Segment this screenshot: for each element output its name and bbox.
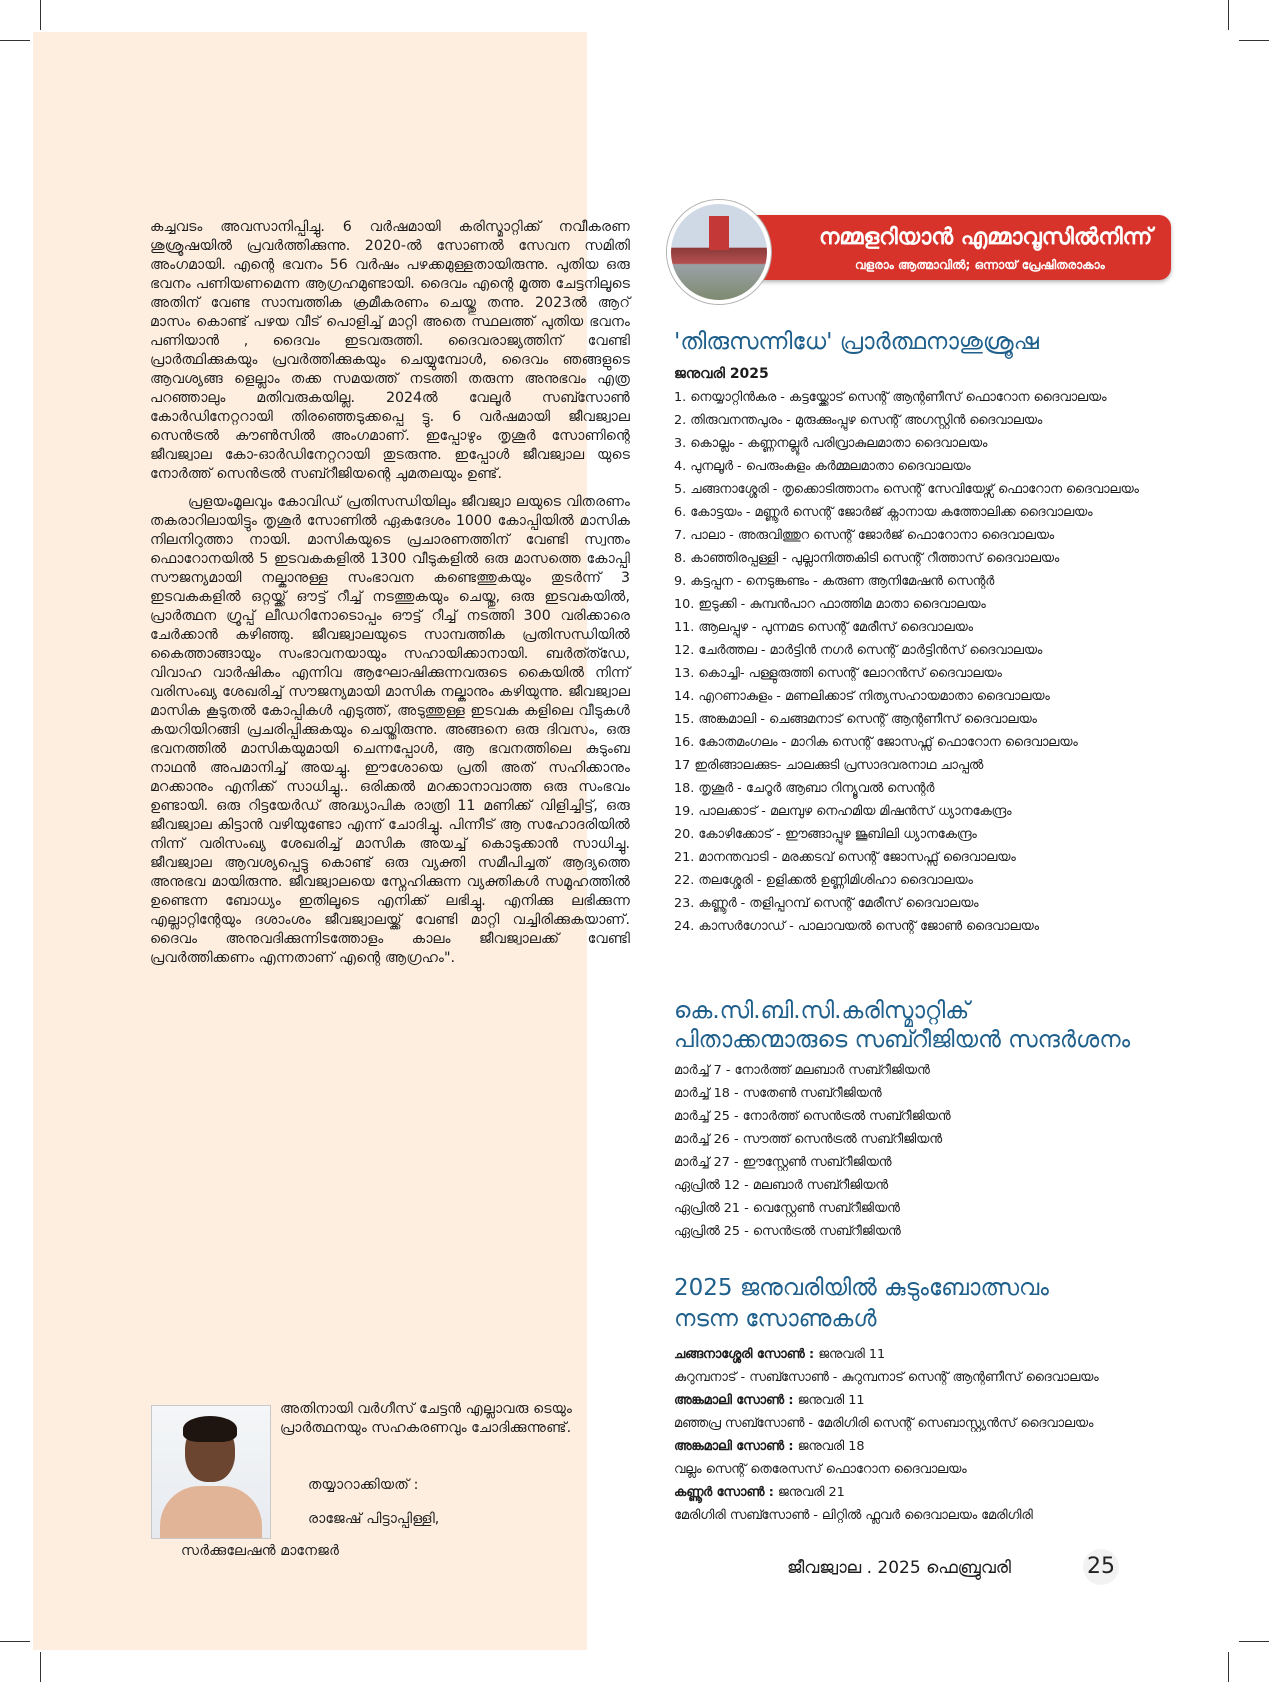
section-title: 'തിരുസന്നിധേ' പ്രാർത്ഥനാശുശ്രൂഷ: [674, 329, 1039, 355]
list-item: 5. ചങ്ങനാശ്ശേരി - തൃക്കൊടിത്താനം സെന്റ് സേവിയേഴ്സ് ഫൊറോന ദൈവാലയം: [674, 482, 1139, 497]
list-item: 19. പാലക്കാട് - മലമ്പുഴ നെഹമിയ മിഷൻസ് ധ്യാനകേന്ദ്രം: [674, 804, 1012, 819]
column-header-badge: [657, 213, 1171, 283]
banner-title: നമ്മളറിയാൻ എമ്മാവൂസിൽനിന്ന്: [819, 225, 1153, 250]
visit-schedule-list: [674, 1059, 1174, 1243]
zone-heading: [674, 1389, 1174, 1412]
zone-name: അങ്കമാലി സോൺ :: [674, 1393, 794, 1408]
portrait-photo: [151, 1405, 271, 1539]
list-item: ഏപ്രിൽ 25 - സെൻട്രൽ സബ്റീജിയൻ: [674, 1224, 901, 1239]
list-item: 7. പാലാ - അരുവിത്തുറ സെന്റ് ജോർജ് ഫൊറോനാ ദൈവാലയം: [674, 528, 1055, 543]
list-item: മാർച്ച് 26 - സൗത്ത് സെൻട്രൽ സബ്റീജിയൻ: [674, 1132, 942, 1147]
zone-date: ജനുവരി 21: [773, 1485, 845, 1500]
list-item: മാർച്ച് 27 - ഈസ്റ്റേൺ സബ്റീജിയൻ: [674, 1155, 892, 1170]
building-photo: [667, 200, 771, 304]
article-paragraph: പ്രളയംമൂലവും കോവിഡ് പ്രതിസന്ധിയിലും ജീവജ്വാ ലയുടെ വിതരണം തകരാറിലായിട്ടും തൃശൂർ സോണിൽ ഏകദേശം 1000 കോപ്പിയിൽ മാസിക നിലനിറുത്താ നായി. മാസികയുടെ പ്രചാരണത്തിന് വേണ്ടി സ്വന്തം ഫൊറോനയിൽ 5 ഇടവകകളിൽ 1300 വീടുകളിൽ ഒരു മാസത്തെ കോപ്പി സൗജന്യമായി നല്കാനുള്ള സംഭാവന കണ്ടെത്തുകയും തുടർന്ന് 3 ഇടവകകളിൽ ഒറ്റയ്ക്ക് ഔട്ട് റീച്ച് നടത്തുകയും ചെയ്തു, ഒരു ഇടവകയിൽ, പ്രാർത്ഥന ഗ്രൂപ്പ് ലീഡറിനോടൊപ്പം ഔട്ട് റീച്ച് നടത്തി 300 വരിക്കാരെ ചേർക്കാൻ കഴിഞ്ഞു. ജീവജ്വാലയുടെ സാമ്പത്തിക പ്രതിസന്ധിയിൽ കൈത്താങ്ങായും സംഭാവനയായും സഹായിക്കാനായി. ബർത്ത്ഡേ, വിവാഹ വാർഷികം എന്നിവ ആഘോഷിക്കുന്നവരുടെ കൈയിൽ നിന്ന് വരിസംഖ്യ ശേഖരിച്ച് സൗജന്യമായി മാസിക നല്കാനും കഴിയുന്നു. ജീവജ്വാല മാസിക കൂടുതൽ കോപ്പികൾ എടുത്ത്, അടുത്തുള്ള ഇടവക കളിലെ വീടുകൾ കയറിയിറങ്ങി പ്രചരിപ്പിക്കുകയും ചെയ്തിരുന്നു. അങ്ങനെ ഒരു ദിവസം, ഒരു ഭവനത്തിൽ മാസികയുമായി ചെന്നപ്പോൾ, ആ ഭവനത്തിലെ കുടുംബ നാഥൻ അപമാനിച്ച് അയച്ചു. ഈശോയെ പ്രതി അത് സഹിക്കാനും മറക്കാനും എനിക്ക് സാധിച്ചു.. ഒരിക്കൽ മറക്കാനാവാത്ത ഒരു സംഭവം ഉണ്ടായി. ഒരു റിട്ടയേർഡ് അദ്ധ്യാപിക രാത്രി 11 മണിക്ക് വിളിച്ചിട്ട്, ഒരു ജീവജ്വാല കിട്ടാൻ വഴിയുണ്ടോ എന്ന് ചോദിച്ചു. പിന്നീട് ആ സഹോദരിയിൽ നിന്ന് വരിസംഖ്യ ശേഖരിച്ച് മാസിക അയച്ച് കൊടുക്കാൻ സാധിച്ചു. ജീവജ്വാല ആവശ്യപ്പെട്ടു കൊണ്ട് ഒരു വ്യക്തി സമീപിച്ചത് ആദ്യത്തെ അനുഭവ മായിരുന്നു. ജീവജ്വാലയെ സ്നേഹിക്കുന്ന വ്യക്തികൾ സമൂഹത്തിൽ ഉണ്ടെന്ന ബോധ്യം ഇതിലൂടെ എനിക്ക് ലഭിച്ചു. എനിക്കു ലഭിക്കുന്ന എല്ലാറ്റിന്റേയും ദശാംശം ജീവജ്വാലയ്ക്ക് വേണ്ടി മാറ്റി വച്ചിരിക്കുകയാണ്. ദൈവം അനുവദിക്കുന്നിടത്തോളം കാലം ജീവജ്വാലക്ക് വേണ്ടി പ്രവർത്തിക്കണം എന്നതാണ് എന്റെ ആഗ്രഹം".: [150, 494, 630, 966]
zone-name: ചങ്ങനാശ്ശേരി സോൺ :: [674, 1347, 815, 1362]
zone-heading: [674, 1481, 1174, 1504]
list-item: 9. കട്ടപ്പന - നെടുങ്കണ്ടം - കരുണ ആനിമേഷൻ സെന്റർ: [674, 574, 995, 589]
list-item: 4. പുനലൂർ - പെരുംകുളം കർമ്മലമാതാ ദൈവാലയം: [674, 459, 971, 474]
zone-detail: മേരിഗിരി സബ്സോൺ - ലിറ്റിൽ ഫ്ലവർ ദൈവാലയം മേരിഗിരി: [674, 1508, 1033, 1523]
article-paragraph: അതിനായി വർഗീസ് ചേട്ടൻ എല്ലാവരു ടെയും പ്രാർത്ഥനയും സഹകരണവും ചോദിക്കുന്നുണ്ട്.: [280, 1401, 572, 1436]
article-body: [150, 218, 630, 977]
crop-mark: [1239, 40, 1269, 41]
list-item: 6. കോട്ടയം - മണ്ണൂർ സെന്റ് ജോർജ് ക്നാനായ കത്തോലിക്ക ദൈവാലയം: [674, 505, 1093, 520]
festival-zone-list: [674, 1343, 1174, 1527]
list-item: 2. തിരുവനന്തപുരം - മുരുക്കുംപ്പുഴ സെന്റ് അഗസ്റ്റിൻ ദൈവാലയം: [674, 413, 1043, 428]
prayer-schedule-list: [674, 386, 1174, 938]
list-item: 17 ഇരിങ്ങാലക്കുട- ചാലക്കുടി പ്രസാദവരനാഥ ചാപ്പൽ: [674, 758, 984, 773]
zone-detail: വല്ലം സെന്റ് തെരേസസ് ഫൊറോന ദൈവാലയം: [674, 1462, 967, 1477]
crop-mark: [0, 1641, 30, 1642]
prepared-by-label: തയ്യാറാക്കിയത് :: [308, 1477, 419, 1493]
list-item: 16. കോതമംഗലം - മാറിക സെന്റ് ജോസഫ്സ് ഫൊറോന ദൈവാലയം: [674, 735, 1078, 750]
zone-detail: കുറുമ്പനാട് - സബ്സോൺ - കുറുമ്പനാട് സെന്റ് ആന്റണീസ് ദൈവാലയം: [674, 1370, 1099, 1385]
list-item: 14. എറണാകുളം - മണലിക്കാട് നിത്യസഹായമാതാ ദൈവാലയം: [674, 689, 1050, 704]
author-role: സർക്കുലേഷൻ മാനേജർ: [181, 1543, 340, 1559]
month-heading: ജനുവരി 2025: [674, 366, 769, 382]
zone-date: ജനുവരി 11: [814, 1347, 886, 1362]
list-item: 20. കോഴിക്കോട് - ഈങ്ങാപ്പുഴ ജൂബിലി ധ്യാനകേന്ദ്രം: [674, 827, 977, 842]
crop-mark: [1239, 1641, 1269, 1642]
crop-mark: [0, 40, 30, 41]
list-item: 10. ഇടുക്കി - കുമ്പൻപാറ ഫാത്തിമ മാതാ ദൈവാലയം: [674, 597, 986, 612]
list-item: 23. കണ്ണൂർ - തളിപ്പറമ്പ് സെന്റ് മേരീസ് ദൈവാലയം: [674, 896, 979, 911]
zone-date: ജനുവരി 18: [793, 1439, 865, 1454]
zone-heading: [674, 1435, 1174, 1458]
list-item: 3. കൊല്ലം - കണ്ണനല്ലൂർ പരിവ്രാകുലമാതാ ദൈവാലയം: [674, 436, 988, 451]
section-title: കെ.സി.ബി.സി.കരിസ്മാറ്റിക്: [674, 998, 970, 1024]
banner-subtitle: വളരാം ആത്മാവിൽ; ഒന്നായ് പ്രേഷിതരാകാം: [855, 258, 1105, 272]
list-item: 21. മാനന്തവാടി - മരക്കടവ് സെന്റ് ജോസഫ്സ് ദൈവാലയം: [674, 850, 1016, 865]
crop-mark: [1228, 1652, 1229, 1682]
list-item: ഏപ്രിൽ 21 - വെസ്റ്റേൺ സബ്റീജിയൻ: [674, 1201, 900, 1216]
crop-mark: [1228, 0, 1229, 30]
list-item: 8. കാഞ്ഞിരപ്പള്ളി - പുല്ലാനിത്തകിടി സെന്റ് റീത്താസ് ദൈവാലയം: [674, 551, 1060, 566]
section-title: നടന്ന സോണുകൾ: [674, 1306, 877, 1332]
list-item: 18. തൃശൂർ - ചേറൂർ ആബാ റിന്യൂവൽ സെന്റർ: [674, 781, 935, 796]
zone-name: കണ്ണൂർ സോൺ :: [674, 1485, 774, 1500]
zone-detail: മഞ്ഞപ്ര സബ്സോൺ - മേരിഗിരി സെന്റ് സെബാസ്റ്റ്യൻസ് ദൈവാലയം: [674, 1416, 1094, 1431]
list-item: 15. അങ്കമാലി - ചെങ്ങമനാട് സെന്റ് ആന്റണീസ് ദൈവാലയം: [674, 712, 1037, 727]
section-title: 2025 ജനുവരിയിൽ കുടുംബോത്സവം: [674, 1275, 1049, 1301]
footer-text: ജീവജ്വാല . 2025 ഫെബ്രുവരി: [787, 1558, 1011, 1578]
list-item: മാർച്ച് 18 - സതേൺ സബ്റീജിയൻ: [674, 1086, 882, 1101]
crop-mark: [40, 1652, 41, 1682]
list-item: 13. കൊച്ചി- പള്ളുരുത്തി സെന്റ് ലോറൻസ് ദൈവാലയം: [674, 666, 1002, 681]
zone-name: അങ്കമാലി സോൺ :: [674, 1439, 794, 1454]
author-name: രാജേഷ് പിട്ടാപ്പിള്ളി,: [308, 1511, 440, 1527]
article-paragraph: കച്ചവടം അവസാനിപ്പിച്ചു. 6 വർഷമായി കരിസ്മാറ്റിക്ക് നവീകരണ ശുശ്രൂഷയിൽ പ്രവർത്തിക്കുന്നു. 2020-ൽ സോണൽ സേവന സമിതി അംഗമായി. എന്റെ ഭവനം 56 വർഷം പഴക്കമുള്ളതായിരുന്നു. പുതിയ ഒരു ഭവനം പണിയണമെന്ന ആഗ്രഹമുണ്ടായി. ദൈവം എന്റെ മൂത്ത ചേട്ടനിലൂടെ അതിന് വേണ്ട സാമ്പത്തിക ക്രമീകരണം ചെയ്തു തന്നു. 2023ൽ ആറ് മാസം കൊണ്ട് പഴയ വീട് പൊളിച്ച് മാറ്റി അതെ സ്ഥലത്ത് പുതിയ ഭവനം പണിയാൻ , ദൈവം ഇടവരുത്തി. ദൈവരാജ്യത്തിന് വേണ്ടി പ്രാർത്ഥിക്കുകയും പ്രവർത്തിക്കുകയും ചെയ്യുമ്പോൾ, ദൈവം ഞങ്ങളുടെ ആവശ്യങ്ങ ളെല്ലാം തക്ക സമയത്ത് നടത്തി തരുന്ന അനുഭവം എത്ര പറഞ്ഞാലും മതിവരുകയില്ല. 2024ൽ വേലൂർ സബ്സോൺ കോർഡിനേറ്ററായി തിരഞ്ഞെടുക്കപ്പെ ട്ടു. 6 വർഷമായി ജീവജ്വാല സെൻട്രൽ കൗൺസിൽ അംഗമാണ്. ഇപ്പോഴും തൃശൂർ സോണിന്റെ ജീവജ്വാല കോ-ഓർഡിനേറ്ററായി തുടരുന്നു. ഇപ്പോൾ ജീവജ്വാല യുടെ നോർത്ത് സെൻട്രൽ സബ്റീജിയന്റെ ചുമതലയും ഉണ്ട്.: [150, 219, 630, 482]
list-item: മാർച്ച് 25 - നോർത്ത് സെൻട്രൽ സബ്റീജിയൻ: [674, 1109, 951, 1124]
zone-heading: [674, 1343, 1174, 1366]
section-title: പിതാക്കന്മാരുടെ സബ്റീജിയൻ സന്ദർശനം: [674, 1027, 1131, 1053]
list-item: ഏപ്രിൽ 12 - മലബാർ സബ്റീജിയൻ: [674, 1178, 889, 1193]
list-item: 22. തലശ്ശേരി - ഉളിക്കൽ ഉണ്ണിമിശിഹാ ദൈവാലയം: [674, 873, 973, 888]
list-item: 11. ആലപ്പുഴ - പുന്നമട സെന്റ് മേരീസ് ദൈവാലയം: [674, 620, 973, 635]
list-item: മാർച്ച് 7 - നോർത്ത് മലബാർ സബ്റീജിയൻ: [674, 1063, 930, 1078]
crop-mark: [40, 0, 41, 30]
zone-date: ജനുവരി 11: [793, 1393, 865, 1408]
closing-paragraph: [280, 1400, 610, 1438]
list-item: 1. നെയ്യാറ്റിൻകര - കട്ടയ്ക്കോട് സെന്റ് ആന്റണീസ് ഫൊറോന ദൈവാലയം: [674, 390, 1107, 405]
list-item: 24. കാസർഗോഡ് - പാലാവയൽ സെന്റ് ജോൺ ദൈവാലയം: [674, 919, 1039, 934]
page-number: 25: [1083, 1549, 1119, 1585]
list-item: 12. ചേർത്തല - മാർട്ടിൻ നഗർ സെന്റ് മാർട്ടിൻസ് ദൈവാലയം: [674, 643, 1043, 658]
